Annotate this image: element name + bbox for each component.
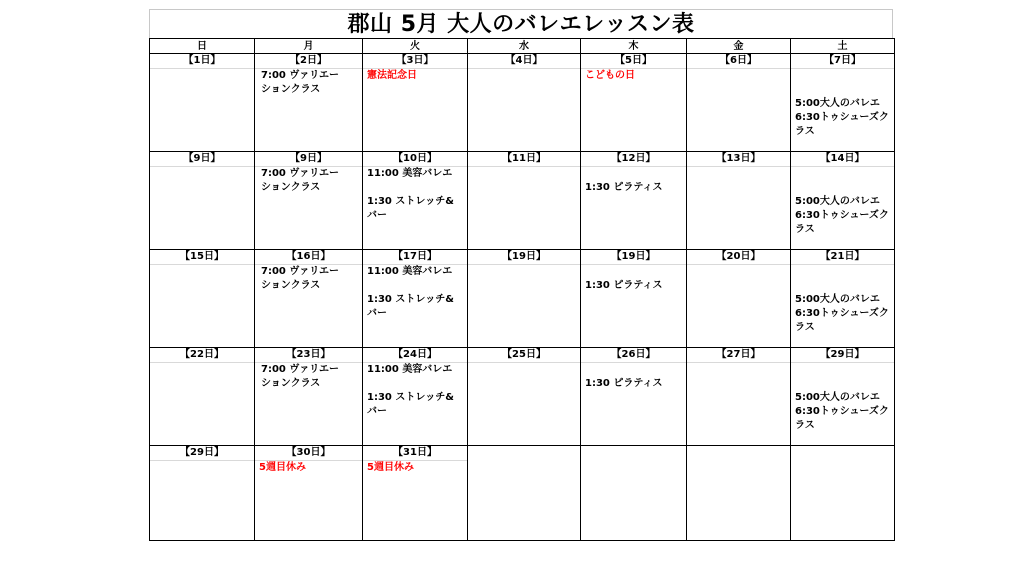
day-cell bbox=[255, 348, 363, 446]
day-cell-content bbox=[363, 152, 467, 249]
class-note: 5週目休み bbox=[367, 462, 414, 473]
day-cell bbox=[255, 250, 363, 348]
class-note: 1:30 ピラティス bbox=[585, 280, 663, 291]
week-row bbox=[150, 250, 895, 348]
day-number: 【20日】 bbox=[687, 250, 790, 265]
calendar-body bbox=[150, 54, 895, 541]
day-cell bbox=[150, 152, 255, 250]
class-note: 11:00 美容バレエ 1:30 ストレッチ& バー bbox=[367, 364, 454, 417]
day-cell bbox=[687, 348, 791, 446]
day-number: 【6日】 bbox=[687, 54, 790, 69]
day-cell-content bbox=[687, 250, 790, 347]
day-cell bbox=[687, 446, 791, 541]
day-number: 【27日】 bbox=[687, 348, 790, 363]
day-cell-content bbox=[581, 348, 686, 445]
class-note: 1:30 ピラティス bbox=[585, 378, 663, 389]
day-number: 【24日】 bbox=[363, 348, 467, 363]
weekday-header: 土 bbox=[791, 39, 895, 54]
day-cell-content bbox=[255, 446, 362, 540]
day-number: 【4日】 bbox=[468, 54, 580, 69]
day-cell-content bbox=[791, 250, 894, 347]
day-number: 【3日】 bbox=[363, 54, 467, 69]
class-note: 1:30 ピラティス bbox=[585, 182, 663, 193]
class-note: 5:00大人のバレエ 6:30トゥシューズク ラス bbox=[795, 196, 889, 235]
day-cell bbox=[150, 446, 255, 541]
day-cell-content bbox=[150, 152, 254, 249]
day-cell bbox=[363, 250, 468, 348]
day-cell-content bbox=[581, 446, 686, 540]
day-number: 【29日】 bbox=[150, 446, 254, 461]
day-number: 【15日】 bbox=[150, 250, 254, 265]
day-cell-content bbox=[791, 446, 894, 540]
day-cell-content bbox=[468, 348, 580, 445]
class-note: 7:00 ヴァリエー ションクラス bbox=[261, 168, 340, 193]
day-cell-content bbox=[687, 54, 790, 151]
day-cell-content bbox=[791, 348, 894, 445]
day-cell bbox=[687, 54, 791, 152]
day-cell bbox=[687, 250, 791, 348]
day-cell bbox=[468, 446, 581, 541]
week-row bbox=[150, 54, 895, 152]
day-cell-content bbox=[150, 54, 254, 151]
day-cell-content bbox=[363, 446, 467, 540]
day-cell-content bbox=[150, 250, 254, 347]
day-number: 【22日】 bbox=[150, 348, 254, 363]
day-number: 【13日】 bbox=[687, 152, 790, 167]
weekday-header: 木 bbox=[581, 39, 687, 54]
day-number: 【1日】 bbox=[150, 54, 254, 69]
day-number: 【23日】 bbox=[255, 348, 362, 363]
day-cell bbox=[581, 348, 687, 446]
day-cell-content bbox=[791, 54, 894, 151]
day-number: 【11日】 bbox=[468, 152, 580, 167]
day-number: 【17日】 bbox=[363, 250, 467, 265]
day-cell bbox=[791, 152, 895, 250]
day-cell bbox=[581, 152, 687, 250]
week-row bbox=[150, 348, 895, 446]
day-cell bbox=[791, 250, 895, 348]
day-cell-content bbox=[468, 446, 580, 540]
day-number: 【10日】 bbox=[363, 152, 467, 167]
day-number: 【14日】 bbox=[791, 152, 894, 167]
class-note: 7:00 ヴァリエー ションクラス bbox=[261, 364, 340, 389]
day-number: 【30日】 bbox=[255, 446, 362, 461]
day-cell bbox=[255, 446, 363, 541]
day-cell-content bbox=[255, 250, 362, 347]
day-cell-content bbox=[687, 152, 790, 249]
day-cell bbox=[363, 446, 468, 541]
class-note: 7:00 ヴァリエー ションクラス bbox=[261, 70, 340, 95]
day-number: 【9日】 bbox=[150, 152, 254, 167]
class-note: 11:00 美容バレエ 1:30 ストレッチ& バー bbox=[367, 168, 454, 221]
day-cell-content bbox=[581, 54, 686, 151]
class-note: 11:00 美容バレエ 1:30 ストレッチ& バー bbox=[367, 266, 454, 319]
class-note: 5:00大人のバレエ 6:30トゥシューズク ラス bbox=[795, 98, 889, 137]
week-row bbox=[150, 152, 895, 250]
day-cell bbox=[581, 446, 687, 541]
day-number: 【29日】 bbox=[791, 348, 894, 363]
schedule-sheet bbox=[149, 9, 894, 551]
day-cell bbox=[150, 348, 255, 446]
day-number: 【31日】 bbox=[363, 446, 467, 461]
day-cell bbox=[468, 348, 581, 446]
day-cell-content bbox=[791, 152, 894, 249]
day-number: 【19日】 bbox=[581, 250, 686, 265]
day-cell-content bbox=[687, 348, 790, 445]
day-cell bbox=[255, 152, 363, 250]
day-cell bbox=[150, 250, 255, 348]
class-note: 7:00 ヴァリエー ションクラス bbox=[261, 266, 340, 291]
day-cell bbox=[687, 152, 791, 250]
day-cell-content bbox=[363, 348, 467, 445]
day-cell bbox=[581, 54, 687, 152]
day-number: 【2日】 bbox=[255, 54, 362, 69]
day-cell bbox=[468, 152, 581, 250]
day-cell-content bbox=[581, 250, 686, 347]
class-note: 5週目休み bbox=[259, 462, 306, 473]
class-note: 憲法記念日 bbox=[367, 70, 417, 81]
day-cell bbox=[363, 54, 468, 152]
day-cell bbox=[255, 54, 363, 152]
weekday-header: 金 bbox=[687, 39, 791, 54]
weekday-header: 月 bbox=[255, 39, 363, 54]
day-number: 【5日】 bbox=[581, 54, 686, 69]
day-cell bbox=[468, 54, 581, 152]
day-cell bbox=[581, 250, 687, 348]
day-number: 【12日】 bbox=[581, 152, 686, 167]
day-cell-content bbox=[687, 446, 790, 540]
day-cell-content bbox=[150, 446, 254, 540]
day-cell bbox=[363, 152, 468, 250]
day-cell bbox=[468, 250, 581, 348]
day-cell-content bbox=[255, 348, 362, 445]
day-cell bbox=[791, 446, 895, 541]
title-box bbox=[149, 9, 893, 38]
day-cell bbox=[791, 348, 895, 446]
day-number: 【16日】 bbox=[255, 250, 362, 265]
day-number: 【25日】 bbox=[468, 348, 580, 363]
day-cell-content bbox=[363, 250, 467, 347]
day-number: 【7日】 bbox=[791, 54, 894, 69]
day-cell bbox=[791, 54, 895, 152]
weekday-header: 火 bbox=[363, 39, 468, 54]
weekday-header-row bbox=[150, 39, 895, 54]
weekday-header: 水 bbox=[468, 39, 581, 54]
day-cell-content bbox=[255, 54, 362, 151]
calendar-table bbox=[149, 38, 895, 541]
day-cell-content bbox=[363, 54, 467, 151]
class-note: 5:00大人のバレエ 6:30トゥシューズク ラス bbox=[795, 294, 889, 333]
week-row bbox=[150, 446, 895, 541]
day-cell-content bbox=[581, 152, 686, 249]
day-cell-content bbox=[150, 348, 254, 445]
day-cell-content bbox=[468, 152, 580, 249]
page-title: 郡山 5月 大人のバレエレッスン表 bbox=[347, 12, 695, 37]
weekday-header: 日 bbox=[150, 39, 255, 54]
day-cell-content bbox=[468, 54, 580, 151]
day-cell bbox=[150, 54, 255, 152]
day-cell-content bbox=[468, 250, 580, 347]
day-cell bbox=[363, 348, 468, 446]
class-note: こどもの日 bbox=[585, 70, 635, 81]
day-number: 【21日】 bbox=[791, 250, 894, 265]
day-cell-content bbox=[255, 152, 362, 249]
class-note: 5:00大人のバレエ 6:30トゥシューズク ラス bbox=[795, 392, 889, 431]
day-number: 【19日】 bbox=[468, 250, 580, 265]
day-number: 【26日】 bbox=[581, 348, 686, 363]
day-number: 【9日】 bbox=[255, 152, 362, 167]
